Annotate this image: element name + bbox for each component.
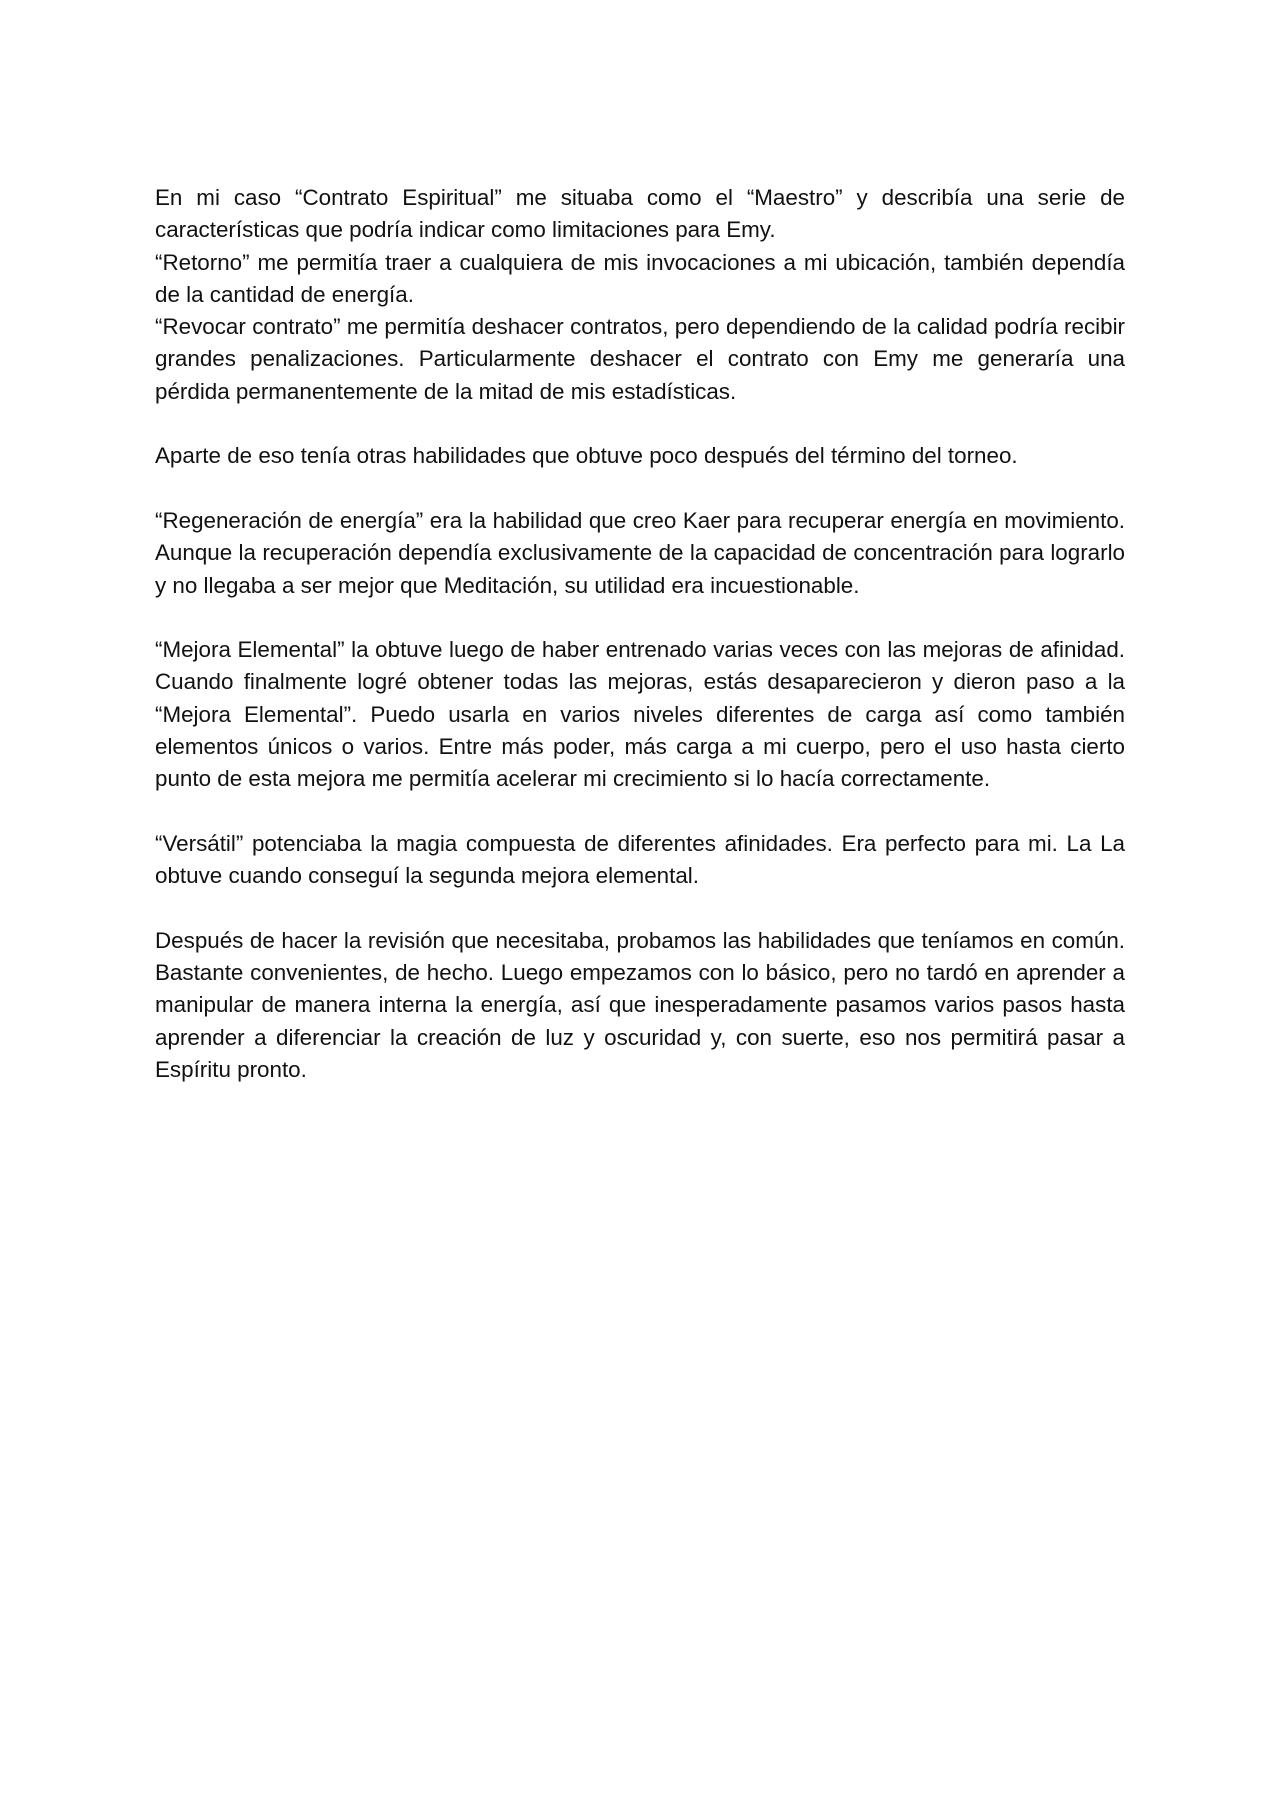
paragraph-contrato-espiritual: En mi caso “Contrato Espiritual” me situaba como el “Maestro” y describía una serie de características que podría indicar como limitaciones para Emy. xyxy=(155,185,1125,243)
paragraph-otras-habilidades: Aparte de eso tenía otras habilidades que obtuve poco después del término del torneo. xyxy=(155,443,1018,469)
paragraph-mejora-elemental: “Mejora Elemental” la obtuve luego de haber entrenado varias veces con las mejoras de afinidad. Cuando finalmente logré obtener todas las mejoras, estás desaparecieron y dieron paso a la “Mejora Elemental”. Puedo usarla en varios niveles diferentes de carga así como también elementos únicos o varios. Entre más poder, más carga a mi cuerpo, pero el uso hasta cierto punto de esta mejora me permitía acelerar mi crecimiento si lo hacía correctamente. xyxy=(155,637,1125,792)
paragraph-versatil: “Versátil” potenciaba la magia compuesta de diferentes afinidades. Era perfecto para mi. La La obtuve cuando conseguí la segunda mejora elemental. xyxy=(155,830,1125,889)
paragraph-retorno: “Retorno” me permitía traer a cualquiera de mis invocaciones a mi ubicación, también dependía de la cantidad de energía. xyxy=(155,249,1125,307)
document-body xyxy=(155,182,1125,1086)
paragraph-revision-habilidades: Después de hacer la revisión que necesitaba, probamos las habilidades que teníamos en común. Bastante convenientes, de hecho. Luego empezamos con lo básico, pero no tardó en aprender a manipular de manera interna la energía, así que inesperadamente pasamos varios pasos hasta aprender a diferenciar la creación de luz y oscuridad y, con suerte, eso nos permitirá pasar a Espíritu pronto. xyxy=(155,927,1125,1083)
paragraph-revocar-contrato: “Revocar contrato” me permitía deshacer contratos, pero dependiendo de la calidad podría recibir grandes penalizaciones. Particularmente deshacer el contrato con Emy me generaría una pérdida permanentemente de la mitad de mis estadísticas. xyxy=(155,314,1125,404)
paragraph-regeneracion-energia: “Regeneración de energía” era la habilidad que creo Kaer para recuperar energía en movimiento. Aunque la recuperación dependía exclusivamente de la capacidad de concentración para lograrlo y no llegaba a ser mejor que Meditación, su utilidad era incuestionable. xyxy=(155,507,1125,598)
